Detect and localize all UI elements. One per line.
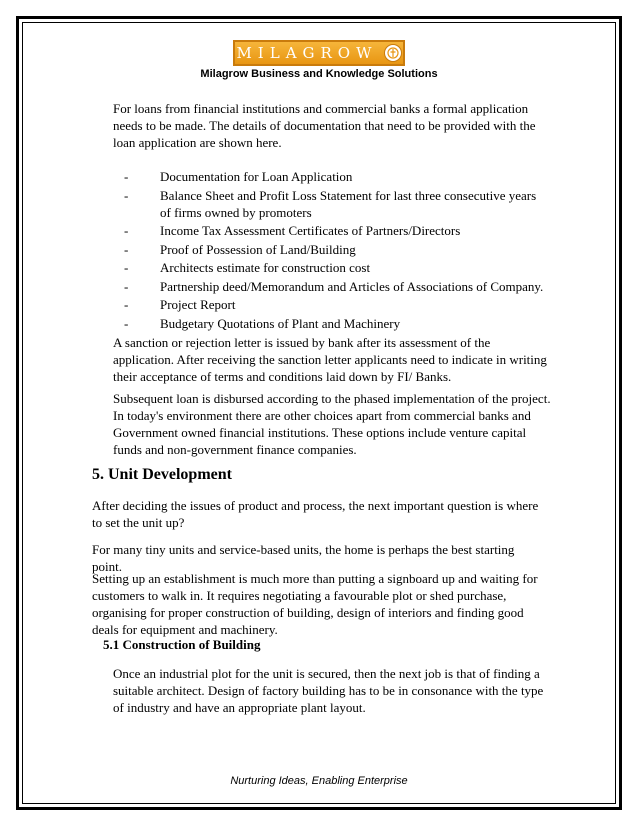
requirement-text: Partnership deed/Memorandum and Articles of Associations of Company. — [160, 278, 544, 294]
section-5-1-heading: 5.1 Construction of Building — [103, 637, 261, 652]
requirement-text: Project Report — [160, 297, 236, 312]
milagrow-logo — [233, 40, 405, 66]
bullet-dash: - — [124, 169, 129, 184]
requirement-item — [124, 278, 544, 295]
requirement-text: Balance Sheet and Profit Loss Statement for last three consecutive years of firms owned by promoters — [160, 187, 537, 220]
header-title: Milagrow Business and Knowledge Solutions — [200, 68, 438, 80]
section-5-1-paragraph: Once an industrial plot for the unit is secured, then the next job is that of finding a suitable architect. Design of factory building has to be in consonance with the type of industry and have an appropriate plant layout. — [113, 666, 544, 715]
logo-wordmark: MILAGROW — [236, 43, 378, 62]
bullet-dash: - — [124, 223, 129, 238]
requirement-text: Income Tax Assessment Certificates of Partners/Directors — [160, 223, 461, 238]
logo-seal-icon — [384, 44, 402, 62]
section-5-paragraph-1: After deciding the issues of product and process, the next important question is where to set the unit up? — [92, 498, 539, 530]
intro-paragraph: For loans from financial institutions and commercial banks a formal application needs to be made. The details of documentation that need to be provided with the loan application are shown here. — [113, 101, 536, 150]
requirement-item — [124, 259, 544, 276]
sanction-paragraph: A sanction or rejection letter is issued by bank after its assessment of the application. After receiving the sanction letter applicants need to indicate in writing their acceptance of terms and conditions laid down by FI/ Banks. — [113, 335, 547, 384]
section-5-paragraph-3: Setting up an establishment is much more than putting a signboard up and waiting for customers to walk in. It requires negotiating a favourable plot or shed purchase, organising for proper construction of building, design of interiors and finding good deals for equipment and machinery. — [92, 571, 538, 637]
requirement-item — [124, 296, 544, 313]
requirement-text: Documentation for Loan Application — [160, 169, 353, 184]
requirement-text: Proof of Possession of Land/Building — [160, 241, 356, 257]
bullet-dash: - — [124, 278, 129, 294]
bullet-dash: - — [124, 241, 129, 257]
requirement-item — [124, 315, 544, 332]
section-5-paragraph-2: For many tiny units and service-based units, the home is perhaps the best starting point. — [92, 542, 515, 574]
logo-box — [233, 40, 405, 66]
requirement-item — [124, 241, 544, 258]
requirement-item — [124, 168, 544, 185]
loan-paragraph: Subsequent loan is disbursed according to the phased implementation of the project. In today's environment there are other choices apart from commercial banks and Government owned financial institutions. These options include venture capital funds and non-government finance companies. — [113, 391, 551, 457]
bullet-dash: - — [124, 187, 129, 203]
footer-tagline: Nurturing Ideas, Enabling Enterprise — [230, 775, 408, 787]
bullet-dash: - — [124, 260, 129, 275]
requirement-item — [124, 187, 544, 221]
section-5-heading: 5. Unit Development — [92, 466, 232, 483]
requirement-text: Budgetary Quotations of Plant and Machinery — [160, 315, 401, 331]
requirement-item — [124, 222, 544, 239]
requirements-list — [124, 168, 544, 333]
bullet-dash: - — [124, 315, 129, 331]
bullet-dash: - — [124, 297, 129, 312]
requirement-text: Architects estimate for construction cost — [160, 260, 371, 275]
